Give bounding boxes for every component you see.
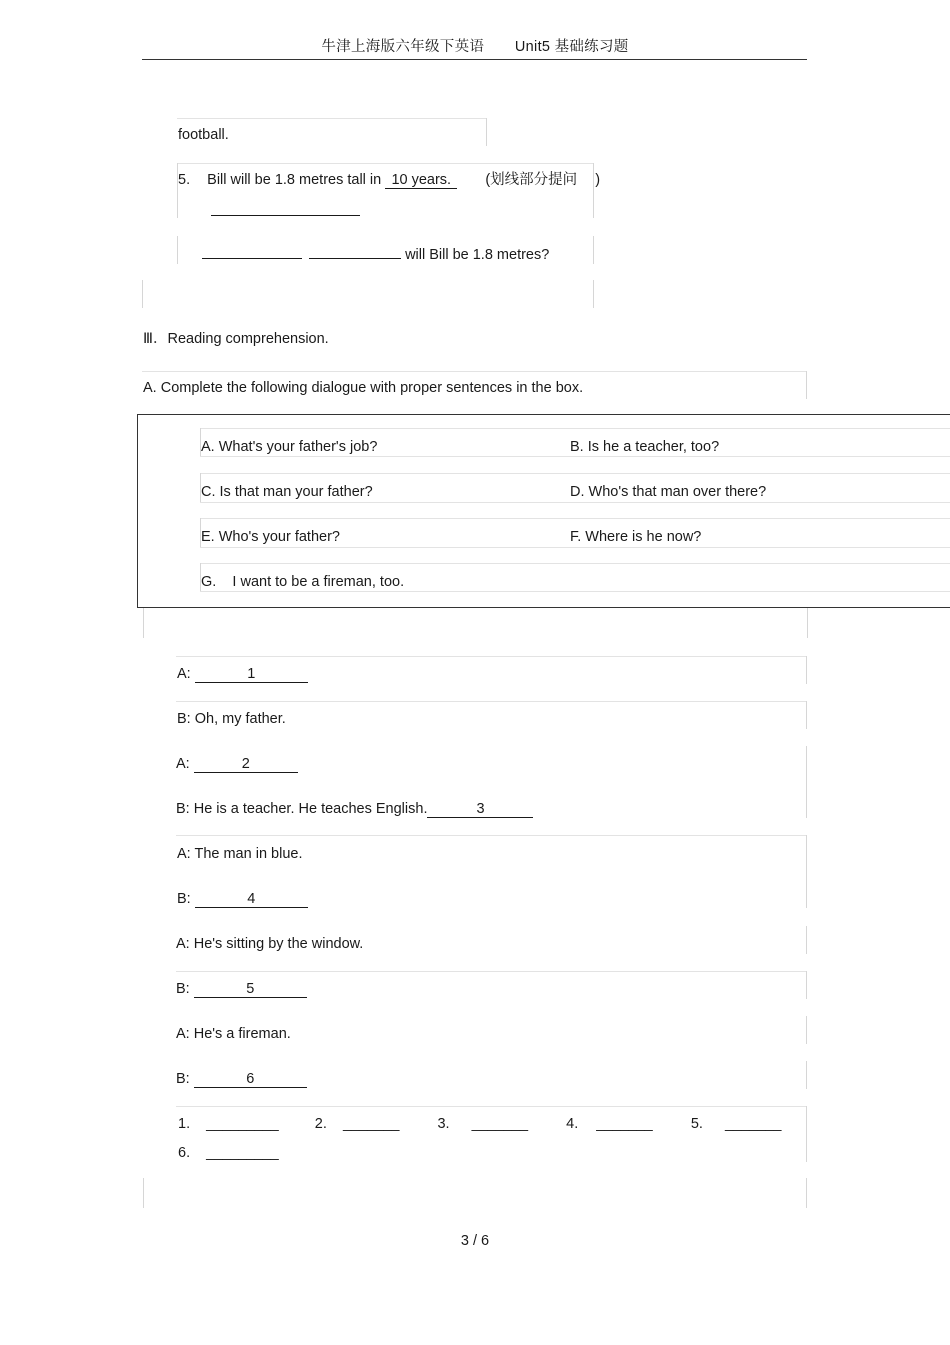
gap-6: 6 xyxy=(194,1071,307,1088)
table-rule xyxy=(806,746,807,818)
table-rule xyxy=(143,608,144,638)
header-divider xyxy=(142,59,807,60)
option-b: B. Is he a teacher, too? xyxy=(570,439,720,455)
table-rule xyxy=(806,835,807,908)
table-rule xyxy=(806,701,807,729)
answer-blank: _________ xyxy=(206,1145,279,1161)
table-rule xyxy=(806,1106,807,1162)
table-rule xyxy=(177,118,487,119)
answer-number: 5. xyxy=(690,1116,703,1132)
underlined-phrase: 10 years. xyxy=(385,172,457,189)
speaker: B: xyxy=(177,891,191,907)
answer-row-2 xyxy=(178,1144,279,1162)
dialogue-line-5: A: The man in blue. xyxy=(177,846,303,862)
header-subtitle: Unit5 基础练习题 xyxy=(514,39,629,55)
gap-3: 3 xyxy=(427,801,533,818)
table-rule xyxy=(177,163,594,164)
table-rule xyxy=(806,971,807,999)
table-rule xyxy=(806,371,807,399)
dialogue-line-6 xyxy=(177,890,308,908)
table-rule xyxy=(806,1016,807,1044)
table-rule xyxy=(176,835,807,836)
answer-number: 2. xyxy=(314,1116,327,1132)
speaker: B: xyxy=(176,981,190,997)
question-5-answer xyxy=(202,244,549,264)
answer-blank: _______ xyxy=(471,1116,529,1132)
question-sentence: Bill will be 1.8 metres tall in xyxy=(207,172,382,188)
answer-number: 3. xyxy=(437,1116,450,1132)
answer-blank-line xyxy=(211,215,360,216)
gap-2: 2 xyxy=(194,756,298,773)
instruction-close: ) xyxy=(595,172,601,188)
answer-blank: _______ xyxy=(342,1116,400,1132)
question-instruction: (划线部分提问 xyxy=(485,172,578,188)
table-rule xyxy=(143,1178,144,1208)
answer-blank: _______ xyxy=(724,1116,782,1132)
dialogue-line-2: B: Oh, my father. xyxy=(177,711,286,727)
table-rule xyxy=(200,473,950,474)
answer-blank xyxy=(309,244,401,259)
table-rule xyxy=(200,563,950,564)
table-rule xyxy=(176,971,807,972)
dialogue-line-4 xyxy=(176,800,533,818)
answer-number: 6. xyxy=(178,1145,191,1161)
table-rule xyxy=(200,456,950,457)
section-heading: Ⅲ．Reading comprehension. xyxy=(143,331,329,347)
table-rule xyxy=(177,236,178,264)
table-rule xyxy=(176,656,807,657)
answer-blank xyxy=(202,244,302,259)
table-rule xyxy=(486,118,487,146)
dialogue-line-7: A: He's sitting by the window. xyxy=(176,936,364,952)
table-rule xyxy=(593,236,594,264)
header-title: 牛津上海版六年级下英语 xyxy=(321,39,485,55)
table-rule xyxy=(593,280,594,308)
option-d: D. Who's that man over there? xyxy=(570,484,767,500)
gap-1: 1 xyxy=(195,666,308,683)
table-rule xyxy=(142,371,807,372)
table-rule xyxy=(200,518,950,519)
table-rule xyxy=(176,1106,807,1107)
question-4-tail: football. xyxy=(178,127,229,143)
speaker: A: xyxy=(177,666,191,682)
table-rule xyxy=(200,547,950,548)
option-e: E. Who's your father? xyxy=(201,529,340,545)
gap-4: 4 xyxy=(195,891,308,908)
answer-number: 4. xyxy=(566,1116,579,1132)
table-rule xyxy=(176,701,807,702)
table-rule xyxy=(200,428,950,429)
answer-number: 1. xyxy=(178,1116,191,1132)
dialogue-line-10 xyxy=(176,1070,307,1088)
speaker: A: xyxy=(176,756,190,772)
table-rule xyxy=(142,280,143,308)
table-rule xyxy=(200,591,950,592)
dialogue-line-1 xyxy=(177,665,308,683)
option-f: F. Where is he now? xyxy=(570,529,702,545)
answer-tail: will Bill be 1.8 metres? xyxy=(405,247,550,263)
dialogue-line-9: A: He's a fireman. xyxy=(176,1026,291,1042)
table-rule xyxy=(806,1061,807,1089)
table-rule xyxy=(806,1178,807,1208)
question-number: 5. xyxy=(178,172,191,188)
page-number: 3 / 6 xyxy=(460,1233,490,1249)
table-rule xyxy=(806,656,807,684)
answer-blank: _________ xyxy=(206,1116,279,1132)
option-g: G. I want to be a fireman, too. xyxy=(201,574,405,590)
table-rule xyxy=(806,926,807,954)
answer-row xyxy=(178,1115,781,1133)
dialogue-line-8 xyxy=(176,980,307,998)
option-a: A. What's your father's job? xyxy=(201,439,378,455)
gap-5: 5 xyxy=(194,981,307,998)
table-rule xyxy=(807,608,808,638)
section-a-instruction: A. Complete the following dialogue with proper sentences in the box. xyxy=(143,380,584,396)
table-rule xyxy=(200,502,950,503)
option-c: C. Is that man your father? xyxy=(201,484,373,500)
speaker: B: xyxy=(176,1071,190,1087)
dialogue-line-3 xyxy=(176,755,298,773)
question-5 xyxy=(178,171,600,189)
dialogue-text: B: He is a teacher. He teaches English. xyxy=(176,801,428,817)
answer-blank: _______ xyxy=(596,1116,653,1132)
page-header xyxy=(0,35,950,56)
